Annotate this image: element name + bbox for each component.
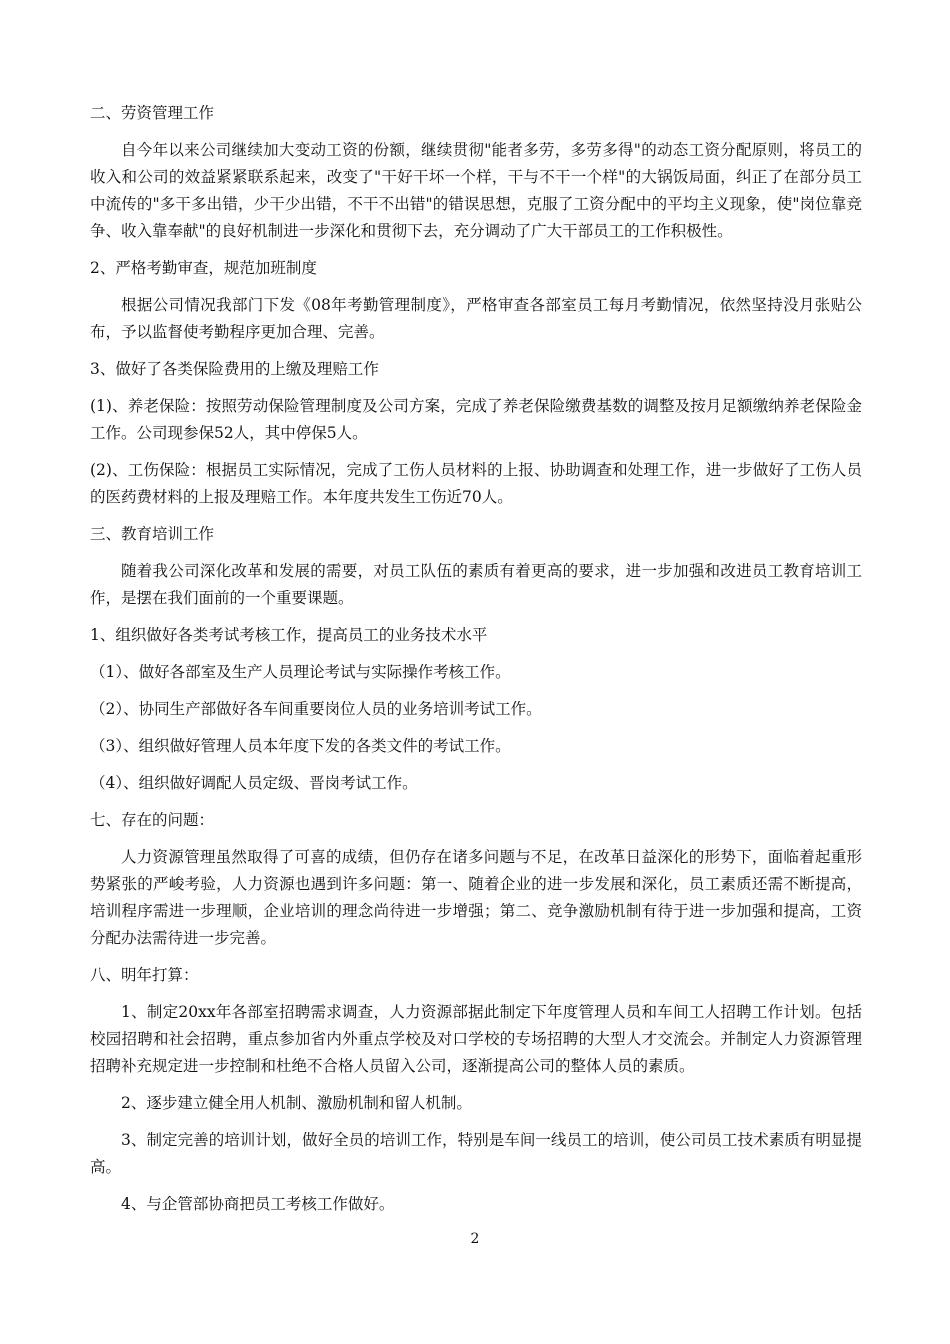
paragraph-pension-insurance: (1)、养老保险：按照劳动保险管理制度及公司方案，完成了养老保险缴费基数的调整及按月足额缴纳养老保险金工作。公司现参保52人，其中停保5人。 (90, 397, 862, 442)
list-item-exam-3: （3）、组织做好管理人员本年度下发的各类文件的考试工作。 (90, 737, 511, 755)
document-body (90, 100, 862, 1228)
paragraph-problems: 人力资源管理虽然取得了可喜的成绩，但仍存在诸多问题与不足，在改革日益深化的形势下，面临着起重形势紧张的严峻考验，人力资源也遇到许多问题：第一、随着企业的进一步发展和深化，员工素质还需不断提高，培训程序需进一步理顺，企业培训的理念尚待进一步增强；第二、竞争激励机制有待于进一步加强和提高，工资分配办法需待进一步完善。 (90, 848, 862, 947)
paragraph-plan-2: 2、逐步建立健全用人机制、激励机制和留人机制。 (121, 1094, 472, 1112)
subheading-exams: 1、组织做好各类考试考核工作，提高员工的业务技术水平 (90, 626, 488, 644)
subheading-insurance: 3、做好了各类保险费用的上缴及理赔工作 (90, 360, 379, 378)
section-heading-labor: 二、劳资管理工作 (90, 104, 215, 122)
paragraph-training-intro: 随着我公司深化改革和发展的需要，对员工队伍的素质有着更高的要求，进一步加强和改进员工教育培训工作，是摆在我们面前的一个重要课题。 (90, 562, 862, 607)
section-heading-problems: 七、存在的问题： (90, 811, 215, 829)
list-item-exam-1: （1）、做好各部室及生产人员理论考试与实际操作考核工作。 (90, 663, 511, 681)
paragraph-injury-insurance: (2)、工伤保险：根据员工实际情况，完成了工伤人员材料的上报、协助调查和处理工作，进一步做好了工伤人员的医药费材料的上报及理赔工作。本年度共发生工伤近70人。 (90, 461, 862, 506)
section-heading-next-year: 八、明年打算： (90, 966, 199, 984)
page-number: 2 (470, 1231, 480, 1247)
paragraph-wage-policy: 自今年以来公司继续加大变动工资的份额，继续贯彻"能者多劳，多劳多得"的动态工资分配原则，将员工的收入和公司的效益紧紧联系起来，改变了"干好干坏一个样，干与不干一个样"的大锅饭局面，纠正了在部分员工中流传的"多干多出错，少干少出错，不干不出错"的错误思想，克服了工资分配中的平均主义现象，使"岗位靠竞争、收入靠奉献"的良好机制进一步深化和贯彻下去，充分调动了广大干部员工的工作积极性。 (90, 141, 862, 240)
subheading-attendance: 2、严格考勤审查，规范加班制度 (90, 259, 317, 277)
list-item-exam-2: （2）、协同生产部做好各车间重要岗位人员的业务培训考试工作。 (90, 700, 542, 718)
paragraph-plan-1: 1、制定20xx年各部室招聘需求调查，人力资源部据此制定下年度管理人员和车间工人招聘工作计划。包括校园招聘和社会招聘，重点参加省内外重点学校及对口学校的专场招聘的大型人才交流会。并制定人力资源管理招聘补充规定进一步控制和杜绝不合格人员留入公司，逐渐提高公司的整体人员的素质。 (90, 1003, 862, 1075)
list-item-exam-4: （4）、组织做好调配人员定级、晋岗考试工作。 (90, 774, 418, 792)
paragraph-plan-3: 3、制定完善的培训计划，做好全员的培训工作，特别是车间一线员工的培训，使公司员工技术素质有明显提高。 (90, 1131, 862, 1176)
section-heading-training: 三、教育培训工作 (90, 525, 215, 543)
paragraph-attendance: 根据公司情况我部门下发《08年考勤管理制度》，严格审查各部室员工每月考勤情况，依然坚持没月张贴公布，予以监督使考勤程序更加合理、完善。 (90, 296, 862, 341)
paragraph-plan-4: 4、与企管部协商把员工考核工作做好。 (121, 1195, 395, 1213)
